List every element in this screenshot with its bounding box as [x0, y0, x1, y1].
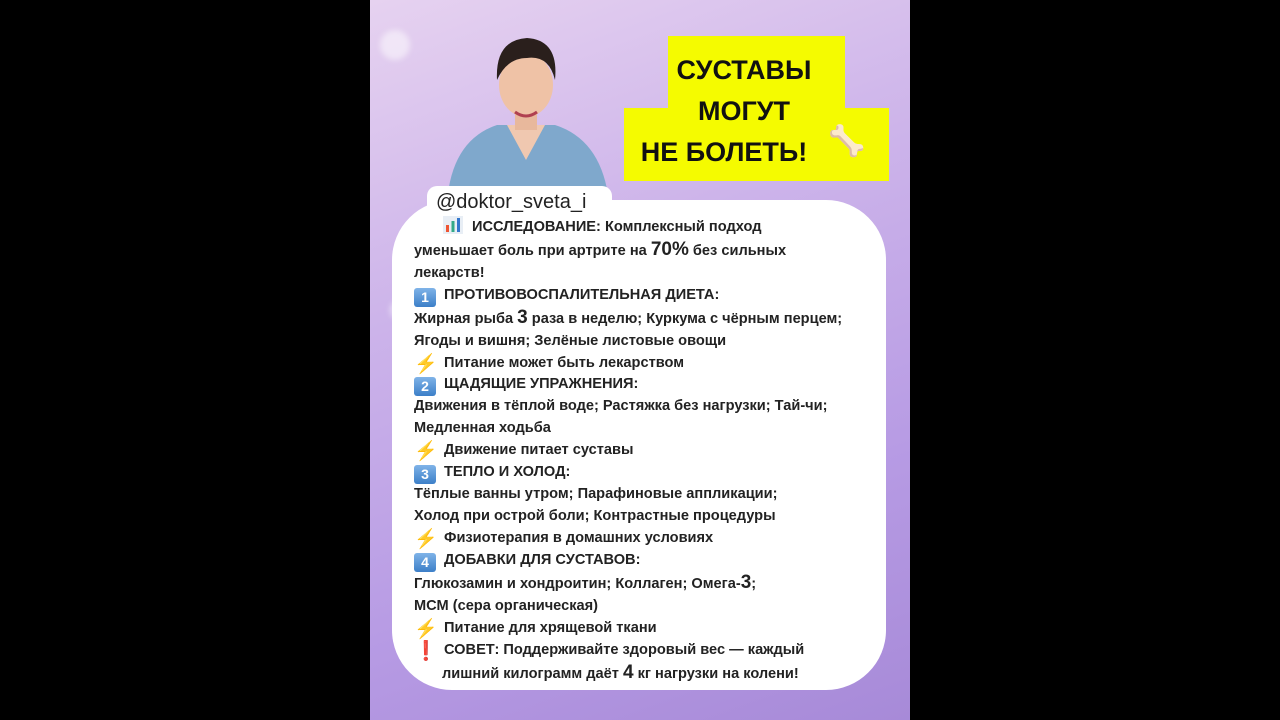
text-line [414, 462, 894, 484]
text-line [414, 572, 894, 596]
text-line [414, 374, 894, 396]
text-line [414, 528, 894, 550]
keycap-2-icon: 2 [414, 377, 436, 396]
text-line [414, 618, 894, 640]
keycap-4-icon: 4 [414, 553, 436, 572]
emphasized-number: 70% [650, 238, 689, 260]
emphasized-number: 4 [622, 661, 634, 683]
author-handle: @doktor_sveta_i [436, 191, 587, 213]
article-body [414, 216, 894, 685]
emphasized-number: 3 [517, 306, 528, 328]
text-line [414, 418, 894, 440]
text-segment: СОВЕТ: Поддерживайте здоровый вес — каждый [444, 641, 805, 658]
emphasized-number: 3 [740, 571, 752, 593]
text-segment: Медленная ходьба [414, 420, 551, 437]
lightning-icon: ⚡ [414, 441, 438, 463]
text-segment: уменьшает боль при артрите на [414, 242, 651, 259]
headline-line: СУСТАВЫ [676, 55, 812, 85]
text-segment: ЩАДЯЩИЕ УПРАЖНЕНИЯ: [444, 376, 639, 393]
sparkle-decoration [380, 30, 410, 60]
text-segment: ТЕПЛО И ХОЛОД: [444, 464, 571, 481]
lightning-icon: ⚡ [414, 618, 438, 640]
text-line [414, 484, 894, 506]
text-segment: Глюкозамин и хондроитин; Коллаген; Омега- [414, 575, 741, 592]
text-segment: Питание может быть лекарством [444, 354, 685, 371]
text-line [414, 331, 894, 353]
text-line [414, 506, 894, 528]
text-segment: лекарств! [414, 264, 485, 281]
text-segment: Ягоды и вишня; Зелёные листовые овощи [414, 332, 727, 349]
text-line [414, 440, 894, 462]
story-panel [370, 0, 910, 720]
text-line [414, 596, 894, 618]
text-line [414, 353, 894, 375]
text-line [414, 550, 894, 572]
text-line [414, 662, 894, 686]
text-line [414, 239, 894, 263]
text-segment: раза в неделю; Куркума с чёрным перцем; [527, 310, 843, 327]
text-segment: Движения в тёплой воде; Растяжка без нагрузки; Тай-чи; [414, 398, 828, 415]
bar-chart-icon [442, 216, 464, 235]
text-line [414, 396, 894, 418]
text-segment: лишний килограмм даёт [442, 665, 623, 682]
text-segment: ; [751, 575, 757, 592]
text-segment: Тёплые ванны утром; Парафиновые аппликации; [414, 486, 778, 503]
text-segment: Жирная рыба [414, 310, 518, 327]
text-segment: Холод при острой боли; Контрастные процедуры [414, 508, 776, 525]
headline-line: МОГУТ [697, 96, 791, 126]
text-segment: кг нагрузки на колени! [633, 665, 799, 682]
text-line [414, 216, 894, 239]
text-line [414, 307, 894, 331]
text-segment: ИССЛЕДОВАНИЕ: Комплексный подход [472, 219, 762, 235]
bone-icon: 🦴 [828, 125, 866, 158]
doctor-photo [437, 30, 615, 202]
keycap-3-icon: 3 [414, 465, 436, 484]
text-segment: МСМ (сера органическая) [414, 597, 599, 614]
text-line [414, 640, 894, 662]
keycap-1-icon: 1 [414, 288, 436, 307]
text-segment: Движение питает суставы [444, 442, 634, 459]
text-segment: Питание для хрящевой ткани [444, 619, 657, 636]
text-line [414, 285, 894, 307]
lightning-icon: ⚡ [414, 528, 438, 550]
lightning-icon: ⚡ [414, 353, 438, 375]
text-segment: ДОБАВКИ ДЛЯ СУСТАВОВ: [444, 551, 641, 568]
text-segment: без сильных [688, 242, 787, 259]
headline-line: НЕ БОЛЕТЬ! [640, 137, 808, 167]
exclamation-icon: ❗ [414, 640, 438, 662]
text-line [414, 263, 894, 285]
text-segment: Физиотерапия в домашних условиях [444, 529, 714, 546]
text-segment: ПРОТИВОВОСПАЛИТЕЛЬНАЯ ДИЕТА: [444, 286, 720, 303]
